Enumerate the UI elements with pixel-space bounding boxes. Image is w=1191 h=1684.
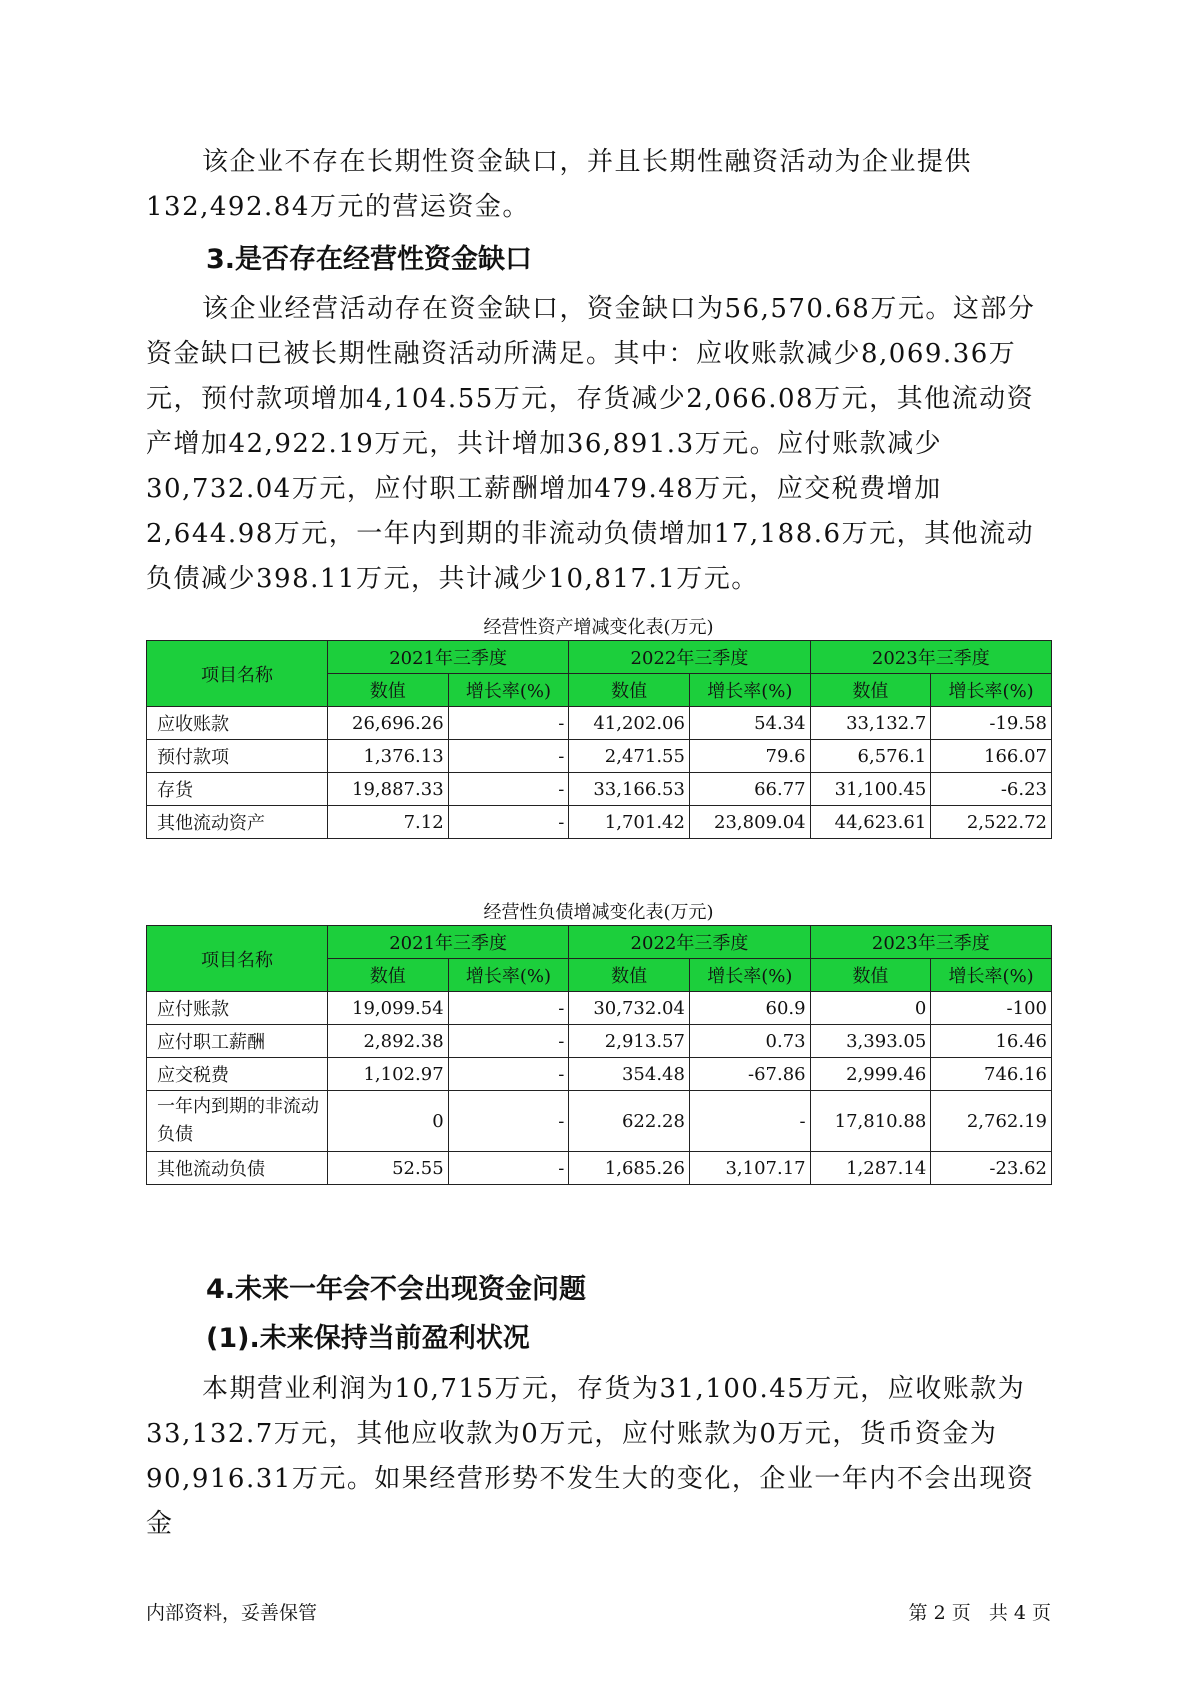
header-period-2022: 2022年三季度 <box>569 641 810 674</box>
value-2022: 622.28 <box>569 1091 690 1152</box>
header-period-2021: 2021年三季度 <box>327 641 568 674</box>
value-2021: 7.12 <box>327 806 448 839</box>
growth-2021: - <box>448 1091 569 1152</box>
value-2021: 52.55 <box>327 1152 448 1185</box>
value-2021: 1,102.97 <box>327 1058 448 1091</box>
header-period-2023: 2023年三季度 <box>810 926 1051 959</box>
row-name: 应付账款 <box>147 992 328 1025</box>
growth-2021: - <box>448 740 569 773</box>
paragraph-long-term-funding-text: 该企业不存在长期性资金缺口，并且长期性融资活动为企业提供132,492.84万元的营运资金。 <box>146 147 973 222</box>
table-row <box>147 1058 1052 1091</box>
growth-2022: -67.86 <box>689 1058 810 1091</box>
row-name: 一年内到期的非流动负债 <box>147 1091 328 1152</box>
heading-future-funding-problem: 4.未来一年会不会出现资金问题 <box>206 1274 587 1305</box>
table-row <box>147 992 1052 1025</box>
growth-2023: 2,522.72 <box>931 806 1052 839</box>
value-2023: 44,623.61 <box>810 806 931 839</box>
paragraph-current-profitability-text: 本期营业利润为10,715万元，存货为31,100.45万元，应收账款为33,132.7万元，其他应收款为0万元，应付账款为0万元，货币资金为90,916.31万元。如果经营形势不发生大的变化，企业一年内不会出现资金 <box>146 1374 1035 1539</box>
value-2023: 33,132.7 <box>810 707 931 740</box>
row-name: 其他流动资产 <box>147 806 328 839</box>
header-growth: 增长率(%) <box>448 674 569 707</box>
growth-2022: 79.6 <box>689 740 810 773</box>
header-growth: 增长率(%) <box>689 674 810 707</box>
row-name: 应交税费 <box>147 1058 328 1091</box>
value-2022: 1,685.26 <box>569 1152 690 1185</box>
row-name: 应收账款 <box>147 707 328 740</box>
value-2023: 17,810.88 <box>810 1091 931 1152</box>
growth-2023: -6.23 <box>931 773 1052 806</box>
header-value: 数值 <box>327 674 448 707</box>
table-row <box>147 1025 1052 1058</box>
growth-2023: 746.16 <box>931 1058 1052 1091</box>
row-name: 其他流动负债 <box>147 1152 328 1185</box>
paragraph-long-term-funding <box>146 140 1051 230</box>
value-2022: 354.48 <box>569 1058 690 1091</box>
header-item-name: 项目名称 <box>147 641 328 707</box>
value-2021: 1,376.13 <box>327 740 448 773</box>
growth-2023: -19.58 <box>931 707 1052 740</box>
value-2021: 26,696.26 <box>327 707 448 740</box>
growth-2022: 3,107.17 <box>689 1152 810 1185</box>
table-row <box>147 1152 1052 1185</box>
paragraph-current-profitability <box>146 1367 1051 1547</box>
header-growth: 增长率(%) <box>689 959 810 992</box>
value-2023: 1,287.14 <box>810 1152 931 1185</box>
row-name: 存货 <box>147 773 328 806</box>
value-2021: 19,099.54 <box>327 992 448 1025</box>
row-name: 预付款项 <box>147 740 328 773</box>
liability-change-table <box>146 925 1052 1185</box>
value-2021: 19,887.33 <box>327 773 448 806</box>
growth-2022: 0.73 <box>689 1025 810 1058</box>
header-period-2021: 2021年三季度 <box>327 926 568 959</box>
value-2022: 2,471.55 <box>569 740 690 773</box>
header-value: 数值 <box>569 959 690 992</box>
footer-confidential-note: 内部资料，妥善保管 <box>146 1602 318 1624</box>
value-2022: 33,166.53 <box>569 773 690 806</box>
growth-2022: - <box>689 1091 810 1152</box>
growth-2023: -23.62 <box>931 1152 1052 1185</box>
value-2022: 30,732.04 <box>569 992 690 1025</box>
value-2023: 0 <box>810 992 931 1025</box>
growth-2021: - <box>448 806 569 839</box>
growth-2021: - <box>448 1152 569 1185</box>
header-value: 数值 <box>569 674 690 707</box>
header-period-2023: 2023年三季度 <box>810 641 1051 674</box>
header-period-2022: 2022年三季度 <box>569 926 810 959</box>
asset-change-table <box>146 640 1052 839</box>
table-row <box>147 806 1052 839</box>
header-growth: 增长率(%) <box>448 959 569 992</box>
header-growth: 增长率(%) <box>931 674 1052 707</box>
footer-page-number: 第 2 页 共 4 页 <box>908 1602 1051 1624</box>
header-item-name: 项目名称 <box>147 926 328 992</box>
growth-2022: 66.77 <box>689 773 810 806</box>
growth-2021: - <box>448 1058 569 1091</box>
table-row <box>147 773 1052 806</box>
heading-operating-funding-gap: 3.是否存在经营性资金缺口 <box>206 244 533 275</box>
table-row <box>147 740 1052 773</box>
value-2022: 2,913.57 <box>569 1025 690 1058</box>
growth-2023: 166.07 <box>931 740 1052 773</box>
growth-2022: 23,809.04 <box>689 806 810 839</box>
growth-2022: 60.9 <box>689 992 810 1025</box>
growth-2023: 2,762.19 <box>931 1091 1052 1152</box>
growth-2021: - <box>448 1025 569 1058</box>
liability-table-caption: 经营性负债增减变化表(万元) <box>483 902 714 923</box>
header-value: 数值 <box>810 674 931 707</box>
growth-2021: - <box>448 992 569 1025</box>
paragraph-operating-funding-gap-text: 该企业经营活动存在资金缺口，资金缺口为56,570.68万元。这部分资金缺口已被长期性融资活动所满足。其中：应收账款减少8,069.36万元，预付款项增加4,104.55万元，存货减少2,066.08万元，其他流动资产增加42,922.19万元，共计增加36,891.3万元。应付账款减少30,732.04万元，应付职工薪酬增加479.48万元，应交税费增加2,644.98万元，一年内到期的非流动负债增加17,188.6万元，其他流动负债减少398.11万元，共计减少10,817.1万元。 <box>146 294 1036 594</box>
heading-current-profitability: (1).未来保持当前盈利状况 <box>206 1323 530 1354</box>
value-2021: 2,892.38 <box>327 1025 448 1058</box>
header-value: 数值 <box>327 959 448 992</box>
header-growth: 增长率(%) <box>931 959 1052 992</box>
value-2021: 0 <box>327 1091 448 1152</box>
paragraph-operating-funding-gap <box>146 287 1051 602</box>
asset-table-caption: 经营性资产增减变化表(万元) <box>483 617 714 638</box>
table-row <box>147 707 1052 740</box>
header-value: 数值 <box>810 959 931 992</box>
value-2023: 2,999.46 <box>810 1058 931 1091</box>
table-row <box>147 1091 1052 1152</box>
growth-2023: 16.46 <box>931 1025 1052 1058</box>
growth-2021: - <box>448 707 569 740</box>
growth-2022: 54.34 <box>689 707 810 740</box>
value-2022: 41,202.06 <box>569 707 690 740</box>
value-2023: 3,393.05 <box>810 1025 931 1058</box>
value-2022: 1,701.42 <box>569 806 690 839</box>
growth-2023: -100 <box>931 992 1052 1025</box>
value-2023: 6,576.1 <box>810 740 931 773</box>
value-2023: 31,100.45 <box>810 773 931 806</box>
growth-2021: - <box>448 773 569 806</box>
row-name: 应付职工薪酬 <box>147 1025 328 1058</box>
